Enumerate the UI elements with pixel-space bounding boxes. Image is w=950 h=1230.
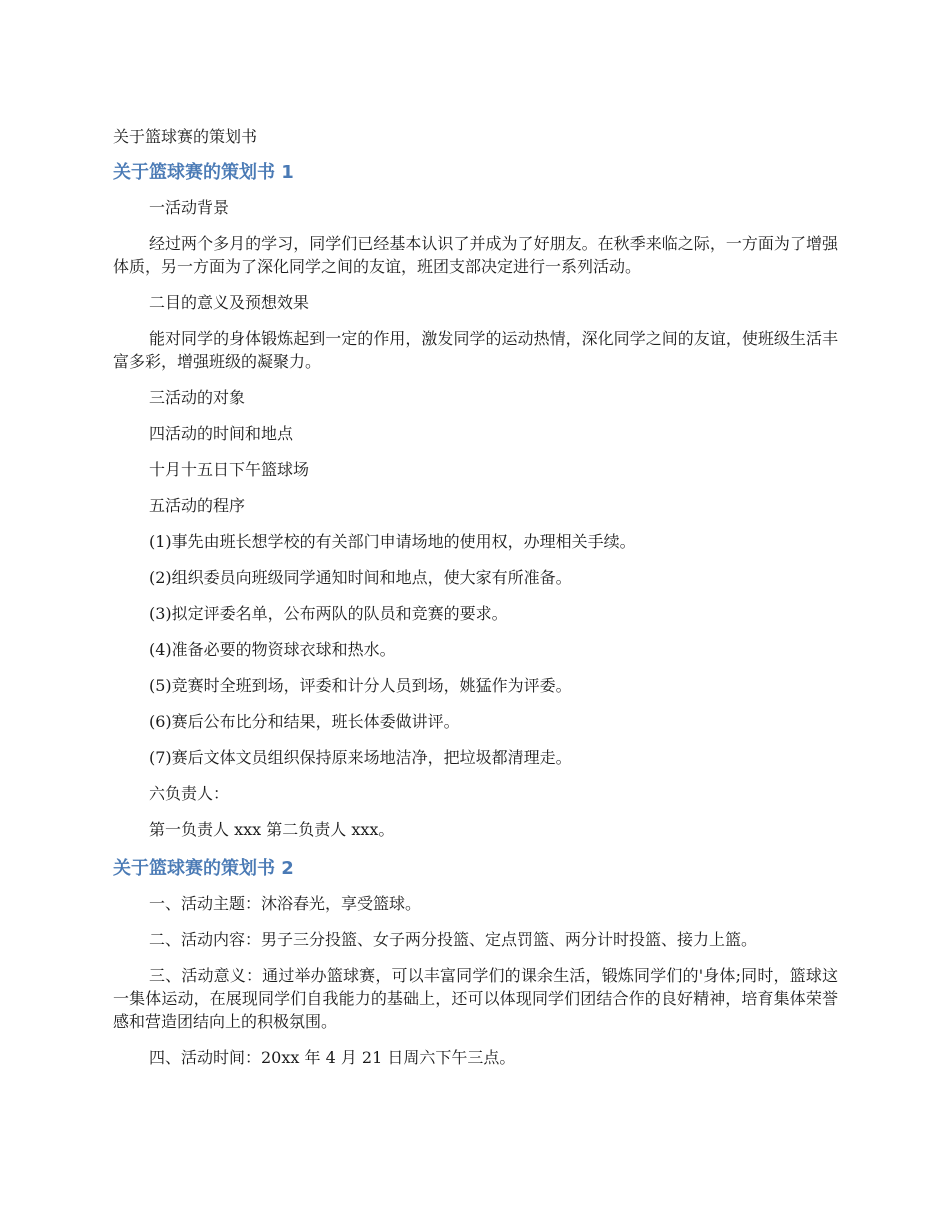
paragraph: 六负责人： [149,784,230,803]
paragraph: 二、活动内容：男子三分投篮、女子两分投篮、定点罚篮、两分计时投篮、接力上篮。 [149,930,758,949]
paragraph: 三、活动意义：通过举办篮球赛，可以丰富同学们的课余生活，锻炼同学们的'身体;同时，篮球这一集体运动，在展现同学们自我能力的基础上，还可以体现同学们团结合作的良好精神，培育集体荣誉感和营造团结向上的积极氛围。 [113,966,838,1031]
paragraph: 一活动背景 [149,198,230,217]
paragraph: 第一负责人 xxx 第二负责人 xxx。 [149,820,395,839]
paragraph: (2)组织委员向班级同学通知时间和地点，使大家有所准备。 [149,568,572,587]
paragraph: 二目的意义及预想效果 [149,293,310,312]
paragraph: 三活动的对象 [149,388,246,407]
paragraph: 四活动的时间和地点 [149,424,294,443]
section-heading: 关于篮球赛的策划书 2 [113,858,294,879]
paragraph: 一、活动主题：沐浴春光，享受篮球。 [149,894,422,913]
paragraph: (3)拟定评委名单，公布两队的队员和竞赛的要求。 [149,604,508,623]
paragraph: (5)竞赛时全班到场，评委和计分人员到场，姚猛作为评委。 [149,676,572,695]
paragraph: 能对同学的身体锻炼起到一定的作用，激发同学的运动热情，深化同学之间的友谊，使班级生活丰富多彩，增强班级的凝聚力。 [113,329,838,371]
paragraph: (6)赛后公布比分和结果，班长体委做讲评。 [149,712,460,731]
paragraph: (1)事先由班长想学校的有关部门申请场地的使用权，办理相关手续。 [149,532,636,551]
document-page [113,124,838,1082]
paragraph: 四、活动时间：20xx 年 4 月 21 日周六下午三点。 [149,1048,516,1067]
section-heading: 关于篮球赛的策划书 1 [113,162,294,183]
section-2 [113,856,838,1069]
paragraph: (7)赛后文体文员组织保持原来场地洁净，把垃圾都清理走。 [149,748,572,767]
paragraph: 经过两个多月的学习，同学们已经基本认识了并成为了好朋友。在秋季来临之际，一方面为了增强体质，另一方面为了深化同学之间的友谊，班团支部决定进行一系列活动。 [113,234,838,276]
paragraph: 五活动的程序 [149,496,246,515]
paragraph: 十月十五日下午篮球场 [149,460,310,479]
section-1 [113,160,838,841]
paragraph: (4)准备必要的物资球衣球和热水。 [149,640,396,659]
document-title: 关于篮球赛的策划书 [113,127,258,146]
